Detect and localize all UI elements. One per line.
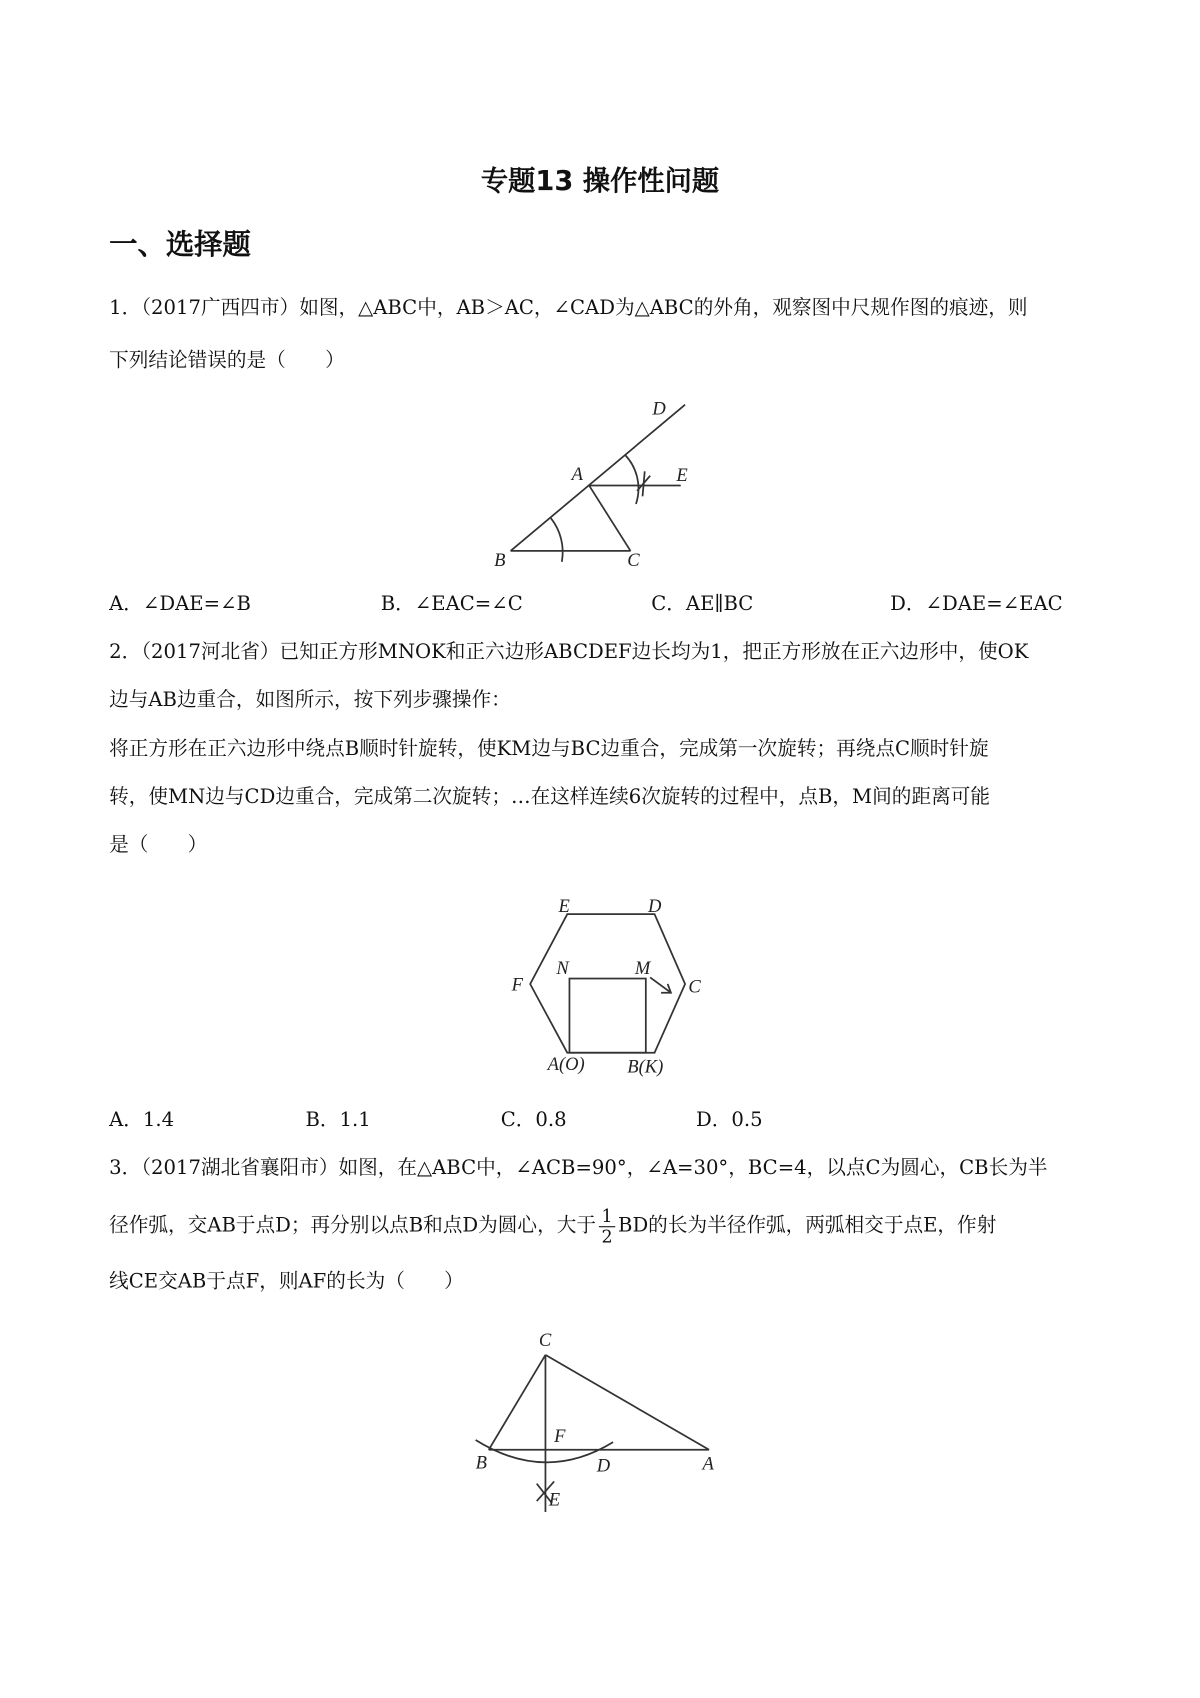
q2-text-line2: 边与AB边重合，如图所示，按下列步骤操作： xyxy=(109,688,511,712)
q1-label-A: A xyxy=(571,463,583,485)
q1-option-a: A．∠DAE=∠B xyxy=(109,592,251,616)
q2-text-line3: 将正方形在正六边形中绕点B顺时针旋转，使KM边与BC边重合，完成第一次旋转；再绕点C顺时针旋 xyxy=(109,737,989,761)
q2-text-line4: 转，使MN边与CD边重合，完成第二次旋转；…在这样连续6次旋转的过程中，点B，M间的距离可能 xyxy=(109,785,990,809)
q1-text-line1: 1．（2017广西四市）如图，△ABC中，AB＞AC，∠CAD为△ABC的外角，观察图中尺规作图的痕迹，则 xyxy=(109,296,1028,320)
q2-figure xyxy=(530,914,685,1053)
q3-text-line1: 3．（2017湖北省襄阳市）如图，在△ABC中，∠ACB=90°，∠A=30°，BC=4，以点C为圆心，CB长为半 xyxy=(109,1156,1048,1180)
q1-figure xyxy=(511,405,686,562)
q3-label-E: E xyxy=(548,1489,561,1511)
section-heading: 一、选择题 xyxy=(109,229,251,262)
q3-figure xyxy=(476,1355,709,1512)
q2-label-BK: B(K) xyxy=(627,1056,664,1078)
q3-label-D: D xyxy=(596,1455,611,1477)
q2-text-line1: 2．（2017河北省）已知正方形MNOK和正六边形ABCDEF边长均为1，把正方形放在正六边形中，使OK xyxy=(109,640,1029,664)
q1-label-B: B xyxy=(494,550,506,572)
q2-option-c: C．0.8 xyxy=(500,1108,567,1132)
q2-label-AO: A(O) xyxy=(547,1054,585,1076)
fraction-numerator: 1 xyxy=(599,1206,614,1227)
q3-label-F: F xyxy=(554,1426,566,1448)
q2-option-d: D．0.5 xyxy=(695,1108,763,1132)
q3-label-B: B xyxy=(475,1452,487,1474)
q1-label-E: E xyxy=(676,465,688,487)
q2-label-M: M xyxy=(634,958,651,980)
q3-text-line3: 线CE交AB于点F，则AF的长为（ ） xyxy=(109,1269,464,1293)
q1-label-C: C xyxy=(627,550,640,572)
q2-text-line5: 是（ ） xyxy=(109,833,208,857)
q3-line2-part2: BD的长为半径作弧，两弧相交于点E，作射 xyxy=(618,1214,997,1238)
q1-text-line2: 下列结论错误的是（ ） xyxy=(109,349,345,372)
q3-line2-part1: 径作弧，交AB于点D；再分别以点B和点D为圆心，大于 xyxy=(109,1214,596,1238)
q2-label-D: D xyxy=(647,895,662,917)
q2-label-F: F xyxy=(511,974,523,996)
q2-option-a: A．1.4 xyxy=(109,1108,175,1132)
q1-label-D: D xyxy=(652,398,666,420)
fraction-denominator: 2 xyxy=(601,1225,613,1247)
q3-label-C: C xyxy=(538,1330,552,1352)
q1-option-b: B．∠EAC=∠C xyxy=(380,592,523,616)
q2-label-E: E xyxy=(558,895,570,917)
q3-text-line2 xyxy=(109,1204,996,1248)
page-title: 专题13 操作性问题 xyxy=(480,164,720,197)
q1-option-d: D．∠DAE=∠EAC xyxy=(890,592,1063,616)
fraction-half xyxy=(599,1206,614,1246)
q1-option-c: C．AE∥BC xyxy=(651,592,754,616)
q2-label-C: C xyxy=(688,976,701,998)
q3-label-A: A xyxy=(702,1453,714,1475)
q2-label-N: N xyxy=(556,958,569,980)
q2-option-b: B．1.1 xyxy=(305,1108,371,1132)
